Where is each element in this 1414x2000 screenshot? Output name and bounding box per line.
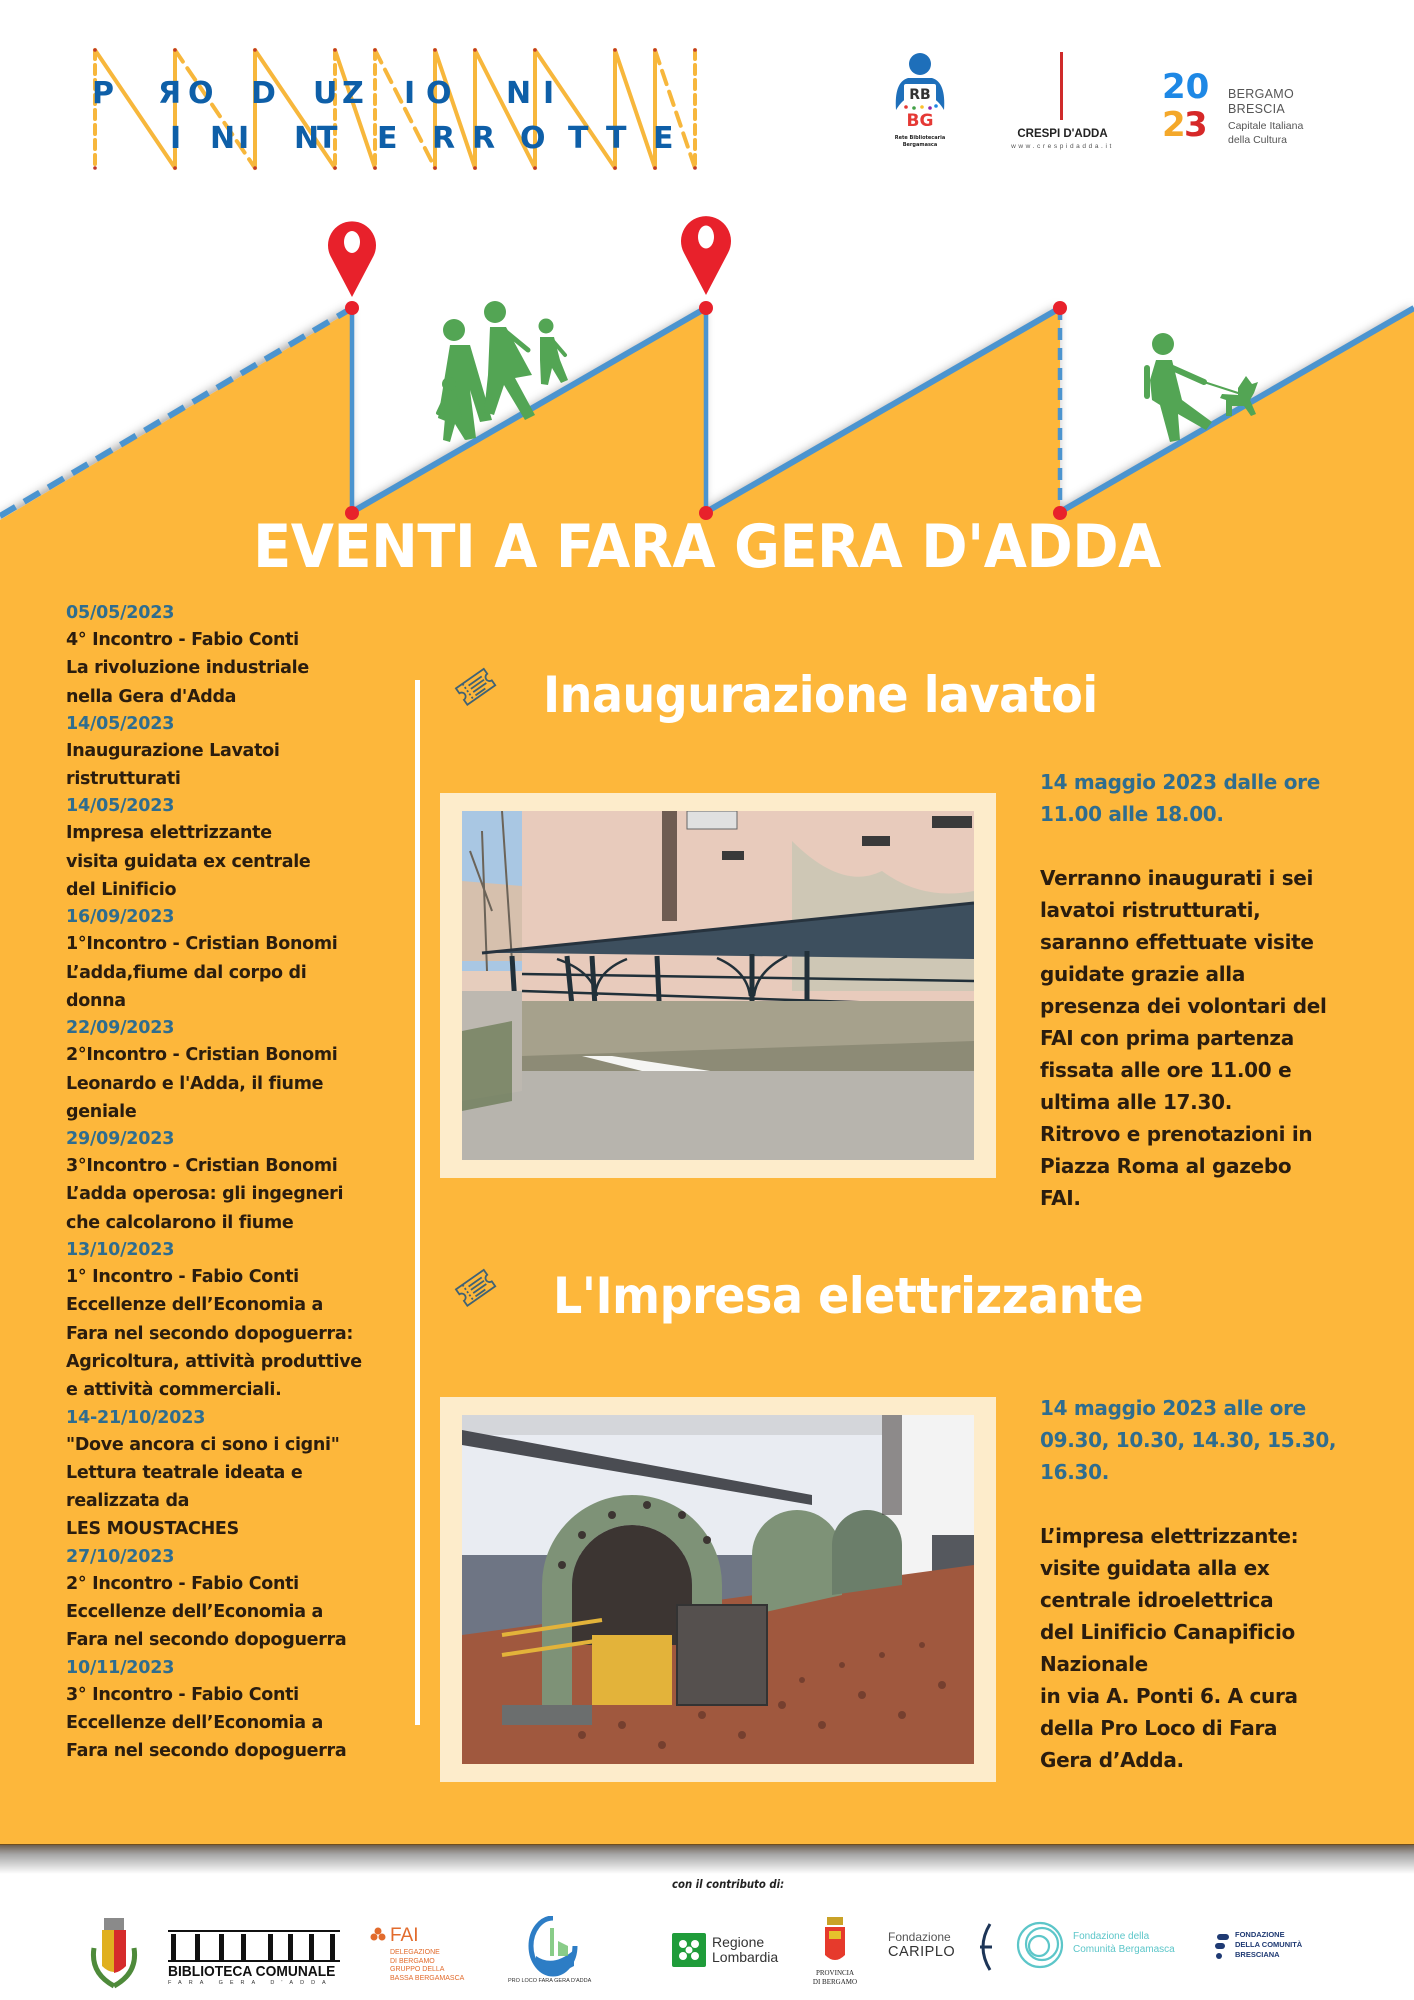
swirl-icon: [1015, 1918, 1065, 1972]
crespi-url: www.crespidadda.it: [1011, 143, 1114, 150]
brand-line2-t2: T: [568, 121, 589, 156]
brand-line2-r: R: [432, 121, 456, 156]
svg-text:20: 20: [1162, 67, 1210, 107]
ticket-icon: [452, 663, 498, 709]
brand-line1-o: O: [188, 76, 214, 111]
biblioteca-place: FARA GERA D'ADDA: [168, 1980, 333, 1986]
brand-line2-t: T: [317, 121, 338, 156]
schedule-date: 05/05/2023: [66, 603, 175, 623]
brand-line2-r2: R: [472, 121, 496, 156]
biblioteca-comunale-logo: [168, 1930, 340, 1990]
comune-crest-logo: [86, 1918, 142, 1992]
fondazione-comunita-bergamasca-logo: Fondazione della Comunità Bergamasca: [1015, 1918, 1190, 1978]
brand-line2-i: I: [170, 121, 182, 156]
event-details-impresa: [1040, 1392, 1410, 1776]
reader-icon: [890, 52, 950, 152]
event-title-inaugurazione-lavatoi: Inaugurazione lavatoi: [543, 666, 1098, 724]
schedule-date: 10/11/2023: [66, 1657, 175, 1678]
schedule-line: che calcolarono il fiume: [66, 1212, 294, 1233]
schedule-date: 13/10/2023: [66, 1240, 175, 1261]
event-details-inaugurazione: [1040, 766, 1410, 1214]
bergamo-brescia-capitale-cultura-logo: [1160, 58, 1390, 158]
bresciana-mark-icon: [1215, 1932, 1229, 1962]
brand-line2-o: O: [520, 121, 546, 156]
map-pin-icon: [681, 216, 731, 295]
brand-line1-o2: O: [426, 76, 452, 111]
schedule-date: 16/09/2023: [66, 907, 175, 928]
schedule-item: [66, 600, 426, 711]
banner-bottom-shadow: [0, 1844, 1414, 1874]
schedule-item: [66, 1237, 426, 1404]
schedule-item: [66, 904, 426, 1015]
schedule-line: La rivoluzione industriale: [66, 658, 309, 679]
schedule-line: Lettura teatrale ideata e: [66, 1462, 303, 1483]
schedule-date: 29/09/2023: [66, 1129, 175, 1150]
schedule-item: [66, 1015, 426, 1126]
year-2023-mark: [1160, 58, 1230, 148]
brand-line1-z: Z: [342, 76, 364, 111]
schedule-line: ristrutturati: [66, 769, 181, 790]
schedule-item: [66, 1544, 426, 1655]
hydroelectric-plant-generators-photo: [440, 1397, 996, 1782]
schedule-line: Agricoltura, attività produttive: [66, 1351, 362, 1372]
rosa-camuna-icon: [672, 1933, 706, 1967]
schedule-date: 22/09/2023: [66, 1018, 175, 1039]
brand-line1-u: U: [313, 76, 338, 111]
brand-line1-r: Я: [158, 76, 182, 111]
schedule-line: Eccellenze dell’Economia a: [66, 1295, 324, 1316]
svg-text:3: 3: [1184, 105, 1208, 145]
brand-line1-i2: I: [543, 76, 555, 111]
capitale-caption: Capitale Italiana della Cultura: [1228, 120, 1304, 146]
schedule-line: Fara nel secondo dopoguerra: [66, 1630, 347, 1651]
schedule-line: 1°Incontro - Cristian Bonomi: [66, 934, 338, 955]
brand-line1-i: I: [404, 76, 416, 111]
schedule-line: 1° Incontro - Fabio Conti: [66, 1267, 299, 1288]
schedule-date: 27/10/2023: [66, 1546, 175, 1567]
brand-line2-e: E: [377, 121, 398, 156]
crespi-name: CRESPI D'ADDA: [1017, 128, 1108, 140]
column-divider: [415, 680, 420, 1725]
schedule-line: 3°Incontro - Cristian Bonomi: [66, 1156, 338, 1177]
event-title-impresa-elettrizzante: L'Impresa elettrizzante: [553, 1267, 1144, 1325]
svg-text:Rete Bibliotecaria: Rete Bibliotecaria: [894, 135, 946, 141]
brand-line2-e2: E: [653, 121, 674, 156]
schedule-line: Eccellenze dell’Economia a: [66, 1602, 324, 1623]
brand-line1-p: P: [92, 76, 114, 111]
event-when: 14 maggio 2023 dalle ore 11.00 alle 18.00.: [1040, 770, 1320, 826]
brand-line2-n: N: [210, 121, 236, 156]
produzioni-ininterrotte-logo: [80, 30, 705, 180]
schedule-line: Inaugurazione Lavatoi: [66, 740, 280, 761]
schedule-item: [66, 1126, 426, 1237]
ticket-icon: [452, 1264, 498, 1310]
schedule-line: visita guidata ex centrale: [66, 851, 311, 872]
brand-line1-n: N: [506, 76, 532, 111]
schedule-line: 2° Incontro - Fabio Conti: [66, 1573, 299, 1594]
schedule-line: 2°Incontro - Cristian Bonomi: [66, 1045, 338, 1066]
contribution-label: con il contributo di:: [672, 1877, 785, 1891]
brand-logo-graphic: [80, 30, 705, 180]
crespi-dadda-logo: [1000, 52, 1114, 152]
brand-line2-n2: N: [294, 121, 320, 156]
pro-loco-logo: PRO LOCO FARA GERA D'ADDA: [508, 1916, 598, 1996]
generators-photo-illustration: [462, 1415, 974, 1764]
page-title: EVENTI A FARA GERA D'ADDA: [253, 512, 1161, 582]
fai-flower-icon: [370, 1927, 386, 1943]
schedule-line: Fara nel secondo dopoguerra:: [66, 1323, 354, 1344]
brand-line2-t3: T: [606, 121, 627, 156]
fondazione-cariplo-logo: Fondazione CARIPLO: [888, 1922, 992, 1972]
schedule-line: Impresa elettrizzante: [66, 823, 272, 844]
schedule-item: [66, 1405, 426, 1544]
schedule-item: [66, 1655, 426, 1766]
rete-bibliotecaria-bergamasca-logo: [890, 52, 950, 152]
event-when: 14 maggio 2023 alle ore 09.30, 10.30, 14.30, 15.30, 16.30.: [1040, 1396, 1337, 1484]
provincia-di-bergamo-logo: PROVINCIA DI BERGAMO: [808, 1917, 862, 1997]
sponsor-logos-footer: [0, 1880, 1414, 2000]
svg-text:Bergamasca: Bergamasca: [902, 142, 938, 148]
capitale-cities: BERGAMO BRESCIA: [1228, 87, 1294, 116]
schedule-date: 14-21/10/2023: [66, 1407, 206, 1428]
schedule-line: nella Gera d'Adda: [66, 686, 237, 707]
schedule-line: L’adda operosa: gli ingegneri: [66, 1184, 344, 1205]
schedule-line: e attività commerciali.: [66, 1380, 282, 1401]
schedule-line: L’adda,fiume dal corpo di: [66, 962, 307, 983]
schedule-date: 14/05/2023: [66, 713, 175, 734]
fondazione-comunita-bresciana-logo: FONDAZIONE DELLA COMUNITÀ BRESCIANA: [1215, 1930, 1325, 1970]
event-schedule-list: [66, 600, 426, 1766]
lavatoi-photo-illustration: [462, 811, 974, 1160]
schedule-line: Fara nel secondo dopoguerra: [66, 1741, 347, 1762]
svg-text:BG: BG: [906, 111, 934, 131]
brand-line1-d: D: [251, 76, 276, 111]
regione-lombardia-logo: Regione Lombardia: [672, 1933, 762, 1969]
schedule-item: [66, 711, 426, 794]
schedule-line: LES MOUSTACHES: [66, 1519, 239, 1540]
schedule-line: geniale: [66, 1101, 137, 1122]
brand-line2-i2: I: [238, 121, 250, 156]
event-description: L’impresa elettrizzante: visite guidata alla ex centrale idroelettrica del Linificio Canapificio Nazionale in via A. Ponti 6. A cura della Pro Loco di Fara Gera d’Adda.: [1040, 1524, 1299, 1772]
biblioteca-name: BIBLIOTECA COMUNALE: [168, 1963, 336, 1980]
crespi-red-bar: [1060, 52, 1063, 120]
schedule-date: 14/05/2023: [66, 796, 175, 817]
svg-text:RB: RB: [909, 87, 931, 103]
svg-text:2: 2: [1162, 105, 1186, 145]
schedule-line: del Linificio: [66, 880, 177, 901]
schedule-line: donna: [66, 990, 126, 1011]
schedule-line: "Dove ancora ci sono i cigni": [66, 1434, 340, 1455]
schedule-line: 3° Incontro - Fabio Conti: [66, 1684, 299, 1705]
fai-logo: FAI DELEGAZIONE DI BERGAMO GRUPPO DELLA BASSA BERGAMASCA: [370, 1925, 470, 1985]
schedule-line: realizzata da: [66, 1491, 190, 1512]
schedule-line: Eccellenze dell’Economia a: [66, 1712, 324, 1733]
event-description: Verranno inaugurati i sei lavatoi ristrutturati, saranno effettuate visite guidate grazie alla presenza dei volontari del FAI con prima partenza fissata alle ore 11.00 e ultima alle 17.30. Ritrovo e prenotazioni in Piazza Roma al gazebo FAI.: [1040, 866, 1327, 1210]
schedule-line: Leonardo e l'Adda, il fiume: [66, 1073, 324, 1094]
schedule-item: [66, 793, 426, 904]
cariplo-mark-icon: [974, 1922, 994, 1972]
map-pin-icon: [328, 221, 376, 297]
restored-lavatoi-canopy-photo: [440, 793, 996, 1178]
schedule-line: 4° Incontro - Fabio Conti: [66, 630, 299, 650]
